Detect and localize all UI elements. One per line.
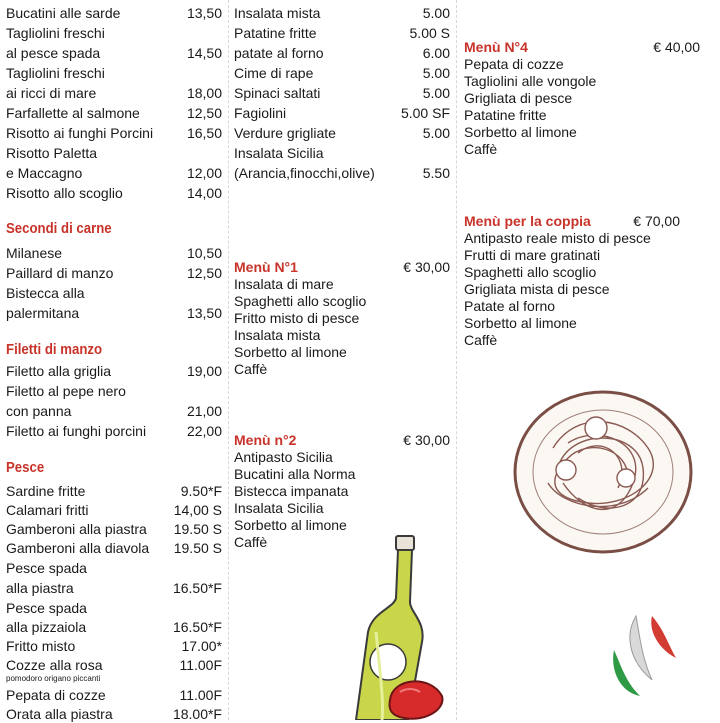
list-item: Spaghetti allo scoglio — [464, 264, 597, 280]
list-item: Patatine fritte 5.00 S — [234, 25, 450, 41]
list-item: Antipasto reale misto di pesce — [464, 230, 651, 246]
list-item: Patate al forno — [464, 298, 556, 314]
list-item: Insalata di mare — [234, 276, 334, 292]
list-item: Bistecca alla — [6, 285, 85, 301]
list-item: ai ricci di mare 18,00 — [6, 85, 222, 101]
list-item: Risotto ai funghi Porcini 16,50 — [6, 125, 222, 141]
list-item: Cozze alla rosa 11.00F — [6, 657, 222, 673]
list-item: Milanese 10,50 — [6, 245, 222, 261]
list-item: Caffè — [234, 361, 268, 377]
list-item: Fagiolini 5.00 SF — [234, 105, 450, 121]
list-item: Sorbetto al limone — [464, 315, 577, 331]
list-item: Caffè — [464, 141, 498, 157]
tomato-icon — [380, 670, 450, 720]
list-item: Cime di rape 5.00 — [234, 65, 450, 81]
list-item: Pesce spada — [6, 600, 87, 616]
menu-4-header — [464, 38, 700, 56]
list-item: Pepata di cozze 11.00F — [6, 687, 222, 703]
menu-4-title: Menù N°4 — [464, 39, 528, 55]
list-item: Fritto misto 17.00* — [6, 638, 222, 654]
menu-coppia-title: Menù per la coppia — [464, 213, 591, 229]
list-item: Risotto allo scoglio 14,00 — [6, 185, 222, 201]
list-item: Caffè — [464, 332, 498, 348]
menu-1-title: Menù N°1 — [234, 259, 298, 275]
list-item: Filetto ai funghi porcini 22,00 — [6, 423, 222, 439]
list-item: con panna 21,00 — [6, 403, 222, 419]
section-title-secondi: Secondi di carne — [6, 220, 112, 237]
list-item: Farfallette al salmone 12,50 — [6, 105, 222, 121]
list-item: Pepata di cozze — [464, 56, 564, 72]
list-item: Insalata Sicilia — [234, 145, 324, 161]
list-item: e Maccagno 12,00 — [6, 165, 222, 181]
list-item: palermitana 13,50 — [6, 305, 222, 321]
list-item: Gamberoni alla diavola 19.50 S — [6, 540, 222, 556]
section-title-pesce: Pesce — [6, 459, 45, 476]
list-item: Sorbetto al limone — [464, 124, 577, 140]
list-item: Grigliata mista di pesce — [464, 281, 610, 297]
list-item: Spaghetti allo scoglio — [234, 293, 367, 309]
menu-coppia-header — [464, 212, 680, 230]
list-item: Tagliolini alle vongole — [464, 73, 597, 89]
list-item: al pesce spada 14,50 — [6, 45, 222, 61]
list-item: Fritto misto di pesce — [234, 310, 360, 326]
list-item: Sorbetto al limone — [234, 517, 347, 533]
menu-coppia-price: € 70,00 — [633, 213, 680, 229]
list-item: Bucatini alla Norma — [234, 466, 356, 482]
list-item: Frutti di mare gratinati — [464, 247, 601, 263]
list-item: Patatine fritte — [464, 107, 547, 123]
list-item: Filetto alla griglia 19,00 — [6, 363, 222, 379]
list-item-note: pomodoro origano piccanti — [6, 674, 101, 683]
list-item: Gamberoni alla piastra 19.50 S — [6, 521, 222, 537]
section-title-filetti: Filetti di manzo — [6, 341, 103, 358]
menu-4-price: € 40,00 — [653, 39, 700, 55]
list-item: Calamari fritti 14,00 S — [6, 502, 222, 518]
menu-1-price: € 30,00 — [403, 259, 450, 275]
list-item: Tagliolini freschi — [6, 65, 105, 81]
list-item: Sardine fritte 9.50*F — [6, 483, 222, 499]
list-item: Insalata mista 5.00 — [234, 5, 450, 21]
list-item: Insalata mista — [234, 327, 321, 343]
menu-2-price: € 30,00 — [403, 432, 450, 448]
list-item: Risotto Paletta — [6, 145, 98, 161]
pasta-plate-icon — [508, 388, 698, 558]
italian-flag-swirl-icon — [606, 610, 682, 700]
list-item: Orata alla piastra 18.00*F — [6, 706, 222, 722]
menu-2-title: Menù n°2 — [234, 432, 297, 448]
list-item: patate al forno 6.00 — [234, 45, 450, 61]
menu-1-header — [234, 258, 450, 276]
list-item: Insalata Sicilia — [234, 500, 324, 516]
list-item: Grigliata di pesce — [464, 90, 573, 106]
list-item: alla pizzaiola 16.50*F — [6, 619, 222, 635]
list-item: Caffè — [234, 534, 268, 550]
list-item: Bistecca impanata — [234, 483, 349, 499]
list-item: Antipasto Sicilia — [234, 449, 333, 465]
list-item: Filetto al pepe nero — [6, 383, 126, 399]
list-item: Tagliolini freschi — [6, 25, 105, 41]
list-item: Sorbetto al limone — [234, 344, 347, 360]
list-item: alla piastra 16.50*F — [6, 580, 222, 596]
list-item: Bucatini alle sarde 13,50 — [6, 5, 222, 21]
list-item: Paillard di manzo 12,50 — [6, 265, 222, 281]
list-item: (Arancia,finocchi,olive) 5.50 — [234, 165, 450, 181]
list-item: Pesce spada — [6, 560, 87, 576]
list-item: Verdure grigliate 5.00 — [234, 125, 450, 141]
menu-2-header — [234, 431, 450, 449]
list-item: Spinaci saltati 5.00 — [234, 85, 450, 101]
